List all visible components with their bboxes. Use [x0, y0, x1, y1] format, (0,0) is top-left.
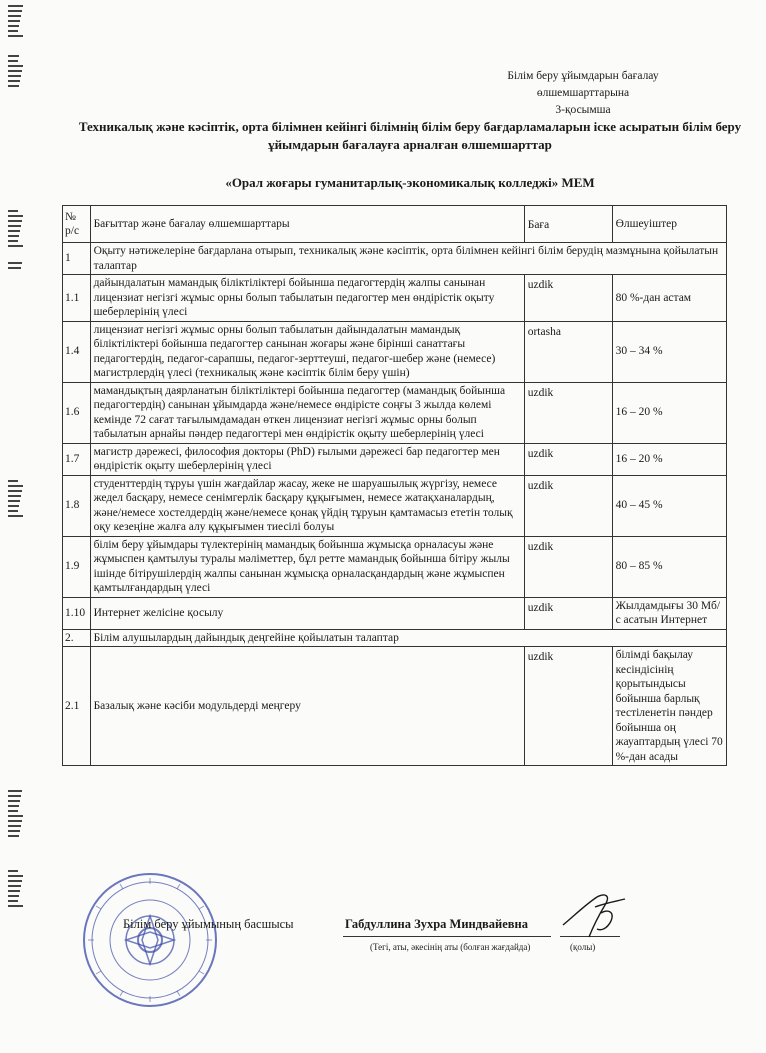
row-grade: uzdik [524, 382, 612, 443]
row-criteria: лицензиат негізгі жұмыс орны болып табылатын дайындалатын мамандық біліктіліктері бойынша педагогтер санынан жоғары және бірінші санаттағы педагогтердің, педагог-сарапшы, педагог-зерттеуші, педагог-шебер және (немесе) магистрлердің үлесі (техникалық және кәсіптік білім беру үшін) [90, 321, 524, 382]
table-row [63, 275, 727, 322]
row-grade: uzdik [524, 475, 612, 536]
table-header-row [63, 206, 727, 243]
table-row [63, 443, 727, 475]
table-row [63, 647, 727, 766]
row-num: 1 [63, 243, 91, 275]
handwritten-signature [555, 885, 635, 945]
name-underline [343, 936, 551, 937]
organization-stamp [80, 870, 220, 1010]
row-num: 1.4 [63, 321, 91, 382]
row-indicator: 16 – 20 % [612, 443, 726, 475]
row-indicator: 16 – 20 % [612, 382, 726, 443]
annex-line-2: өлшемшарттарына [536, 87, 630, 99]
section-row [63, 629, 727, 647]
table-row [63, 321, 727, 382]
table-row [63, 597, 727, 629]
row-criteria: дайындалатын мамандық біліктіліктері бойынша педагогтердің жалпы санынан лицензиат негізгі жұмыс орны болып табылатын педагогтер мен өндірістік оқыту шеберлерінің үлесі [90, 275, 524, 322]
row-criteria: мамандықтың даярланатын біліктіліктері бойынша педагогтер (мамандық бойынша педагогтердің) санынан ұйымдарда және/немесе өндірісте соңғы 3 жылда көлемі кемінде 72 сағат тағылымдамадан өткен лицензиат негізгі жұмыс орны болып табылатын арнайы пәндер педагогтері мен өндірістік оқыту шеберлерінің үлесі [90, 382, 524, 443]
row-grade: uzdik [524, 536, 612, 597]
binder-holes [8, 0, 26, 1053]
section-title: Оқыту нәтижелеріне бағдарлана отырып, техникалық және кәсіптік, орта білімнен кейінгі білім берудің мазмұнына қойылатын талаптар [90, 243, 726, 275]
header-num: № р/с [63, 206, 91, 243]
row-num: 1.7 [63, 443, 91, 475]
header-indicators: Өлшеуіштер [612, 206, 726, 243]
row-grade: uzdik [524, 275, 612, 322]
row-num: 1.10 [63, 597, 91, 629]
row-indicator: Жылдамдығы 30 Мб/с асатын Интернет [612, 597, 726, 629]
row-num: 2.1 [63, 647, 91, 766]
organization-name: «Орал жоғары гуманитарлық-экономикалық колледжі» МЕМ [225, 175, 595, 190]
row-criteria: Базалық және кәсіби модульдерді меңгеру [90, 647, 524, 766]
row-indicator: 80 – 85 % [612, 536, 726, 597]
table-row [63, 475, 727, 536]
row-num: 1.9 [63, 536, 91, 597]
section-row [63, 243, 727, 275]
table-row [63, 536, 727, 597]
row-criteria: магистр дәрежесі, философия докторы (PhD) ғылыми дәрежесі бар педагогтер мен өндірістік оқыту шеберлерінің үлесі [90, 443, 524, 475]
row-num: 2. [63, 629, 91, 647]
row-indicator: білімді бақылау кесіндісінің қорытындысы бойынша барлық тестіленетін пәндер бойынша оң жауаптардың үлесі 70 %-дан асады [612, 647, 726, 766]
row-criteria: студенттердің тұруы үшін жағдайлар жасау, жеке не шаруашылық жүргізу, немесе жедел басқару, немесе сенімгерлік басқару құқығымен, немесе жатақханалардың, және/немесе хостелдердің және/немесе қонақ үйдің тұруын қамтамасыз ететін толық оқу кезеңіне жалға алу құқығымен тиесілі болуы [90, 475, 524, 536]
name-caption: (Тегі, аты, әкесінің аты (болған жағдайда) [370, 942, 531, 952]
sign-caption: (қолы) [570, 942, 596, 952]
annex-line-1: Білім беру ұйымдарын бағалау [507, 70, 659, 82]
row-num: 1.8 [63, 475, 91, 536]
row-criteria: білім беру ұйымдары түлектерінің мамандық бойынша жұмысқа орналасуы және жұмыспен қамтылуы туралы мәліметтер, бұл ретте мамандық бойынша бітіру жылы ішінде бітірушілердің жалпы санынан жұмысқа орналасқандардың және жұмыспен қамтылғандардың үлесі [90, 536, 524, 597]
document-title: Техникалық және кәсіптік, орта білімнен кейінгі білімнің білім беру бағдарламаларын іске асыратын білім беру ұйымдарын бағалауға арналған өлшемшарттар [78, 119, 742, 152]
signature-role: Білім беру ұйымының басшысы [123, 917, 294, 931]
annex-note [488, 68, 678, 119]
row-grade: uzdik [524, 597, 612, 629]
annex-line-3: 3-қосымша [555, 104, 611, 116]
row-grade: uzdik [524, 443, 612, 475]
row-grade: ortasha [524, 321, 612, 382]
section-title: Білім алушылардың дайындық деңгейіне қойылатын талаптар [90, 629, 726, 647]
criteria-table [62, 205, 727, 766]
row-indicator: 40 – 45 % [612, 475, 726, 536]
table-row [63, 382, 727, 443]
row-indicator: 30 – 34 % [612, 321, 726, 382]
row-num: 1.6 [63, 382, 91, 443]
row-criteria: Интернет желісіне қосылу [90, 597, 524, 629]
row-grade: uzdik [524, 647, 612, 766]
row-indicator: 80 %-дан астам [612, 275, 726, 322]
signature-name: Габдуллина Зухра Миндвайевна [345, 917, 529, 931]
header-criteria: Бағыттар және бағалау өлшемшарттары [90, 206, 524, 243]
row-num: 1.1 [63, 275, 91, 322]
header-grade: Баға [524, 206, 612, 243]
